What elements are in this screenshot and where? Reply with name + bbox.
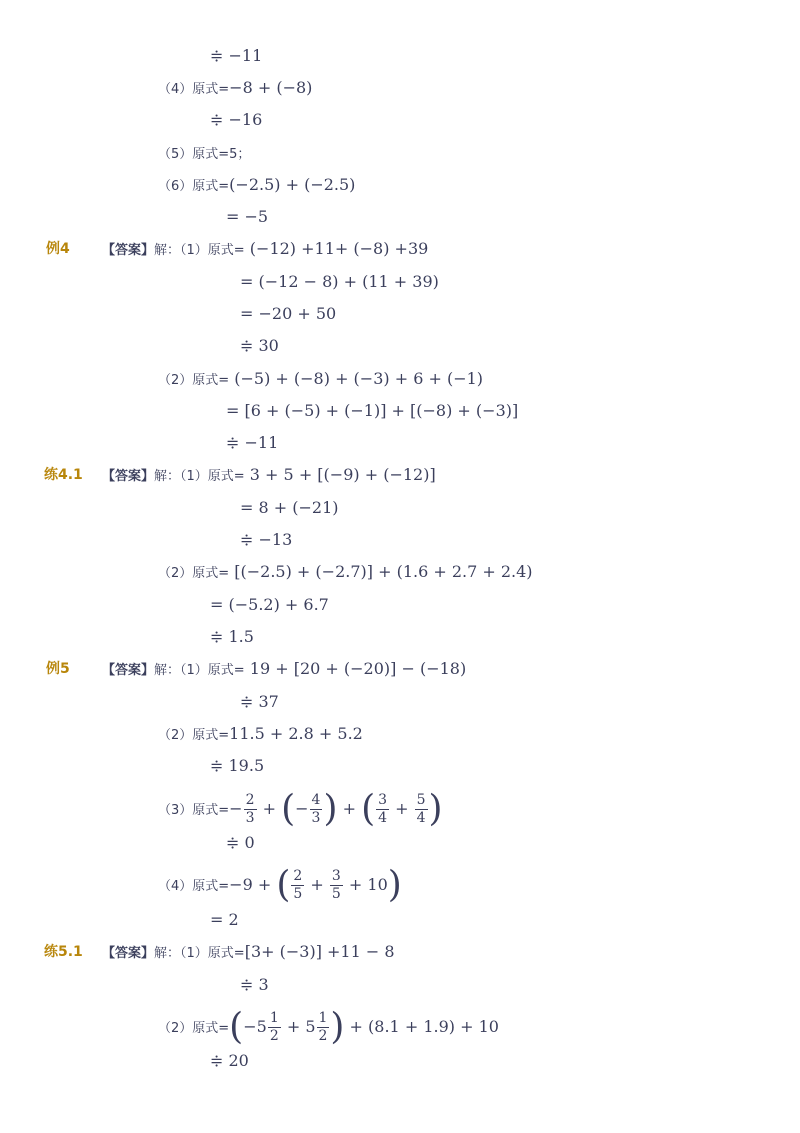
- answer-marker: 【答案】: [102, 243, 155, 258]
- step-expression: (−2.5) + (−2.5): [229, 175, 356, 194]
- practice-tag: 练5.1: [44, 944, 83, 960]
- step-expression: (−5) + (−8) + (−3) + 6 + (−1): [229, 369, 484, 388]
- fraction: [291, 868, 304, 903]
- fraction: [330, 868, 343, 903]
- fraction: [317, 1010, 330, 1045]
- step-label: （4）原式=: [158, 82, 230, 97]
- step-line: ≑ 20: [210, 1051, 249, 1070]
- example-tag: 例5: [46, 661, 70, 677]
- answer-marker: 【答案】: [102, 663, 155, 678]
- step-line: [158, 719, 363, 749]
- numerator: 1: [269, 1010, 279, 1026]
- step-line: ≑ −11: [210, 46, 263, 65]
- step-line: = −5: [226, 207, 269, 226]
- step-line: ≑ 3: [240, 975, 269, 994]
- step-label: （1）原式=: [180, 469, 245, 484]
- step-line: = (−5.2) + 6.7: [210, 595, 329, 614]
- denominator: 2: [269, 1028, 279, 1044]
- minus-sign: −: [295, 799, 309, 818]
- step-line: ≑ −16: [210, 110, 263, 129]
- step-line: ≑ 37: [240, 692, 279, 711]
- operator: +: [337, 799, 362, 818]
- fraction: [268, 1010, 281, 1045]
- right-paren: ): [330, 1006, 345, 1048]
- answer-line: [102, 234, 428, 264]
- right-paren: ): [387, 864, 402, 906]
- step-expression: 11.5 + 2.8 + 5.2: [229, 724, 363, 743]
- numerator: 4: [311, 792, 321, 808]
- step-label: （5）原式=5；: [158, 147, 251, 162]
- fraction: [415, 792, 428, 827]
- expression-part: + (8.1 + 1.9) + 10: [344, 1017, 499, 1036]
- left-paren: (: [276, 864, 291, 906]
- step-line: [158, 138, 250, 168]
- step-expression: [229, 1006, 499, 1048]
- step-label: （2）原式=: [158, 1021, 230, 1036]
- denominator: 3: [245, 810, 255, 826]
- left-paren: (: [361, 788, 376, 830]
- expression-part: −9 +: [229, 875, 277, 894]
- step-expression: [3+ (−3)] +11 − 8: [244, 942, 395, 961]
- minus-sign: −: [229, 799, 243, 818]
- step-expression: 3 + 5 + [(−9) + (−12)]: [244, 465, 436, 484]
- operator: +: [390, 799, 414, 818]
- step-line: ≑ 30: [240, 336, 279, 355]
- answer-line: [102, 937, 395, 967]
- step-label: （2）原式=: [158, 728, 230, 743]
- step-line: = (−12 − 8) + (11 + 39): [240, 272, 439, 291]
- numerator: 5: [416, 792, 426, 808]
- step-label: （2）原式=: [158, 566, 230, 581]
- step-label: （1）原式=: [180, 663, 245, 678]
- right-paren: ): [323, 788, 338, 830]
- solution-marker: 解：: [154, 663, 181, 678]
- step-line: [158, 1004, 499, 1050]
- step-line: [158, 557, 533, 587]
- answer-marker: 【答案】: [102, 946, 155, 961]
- step-line: ≑ −11: [226, 433, 279, 452]
- step-expression: [229, 864, 402, 906]
- step-line: = [6 + (−5) + (−1)] + [(−8) + (−3)]: [226, 401, 519, 420]
- answer-line: [102, 654, 466, 684]
- answer-marker: 【答案】: [102, 469, 155, 484]
- denominator: 4: [416, 810, 426, 826]
- step-line: [158, 786, 443, 832]
- step-line: = −20 + 50: [240, 304, 337, 323]
- step-line: [158, 364, 483, 394]
- step-label: （4）原式=: [158, 879, 230, 894]
- left-paren: (: [229, 1006, 244, 1048]
- denominator: 2: [318, 1028, 328, 1044]
- denominator: 5: [331, 886, 341, 902]
- right-paren: ): [428, 788, 443, 830]
- step-line: ≑ 19.5: [210, 756, 265, 775]
- denominator: 3: [311, 810, 321, 826]
- numerator: 3: [378, 792, 388, 808]
- numerator: 2: [293, 868, 303, 884]
- step-line: ≑ −13: [240, 530, 293, 549]
- fraction: [244, 792, 257, 827]
- step-expression: 19 + [20 + (−20)] − (−18): [244, 659, 467, 678]
- step-line: ≑ 0: [226, 833, 255, 852]
- numerator: 1: [318, 1010, 328, 1026]
- step-expression: −8 + (−8): [229, 78, 313, 97]
- operator: +: [305, 875, 329, 894]
- step-label: （3）原式=: [158, 803, 230, 818]
- step-expression: [(−2.5) + (−2.7)] + (1.6 + 2.7 + 2.4): [229, 562, 533, 581]
- operator: +: [257, 799, 282, 818]
- example-tag: 例4: [46, 241, 70, 257]
- step-line: = 8 + (−21): [240, 498, 339, 517]
- denominator: 4: [378, 810, 388, 826]
- step-line: = 2: [210, 910, 239, 929]
- numerator: 2: [245, 792, 255, 808]
- practice-tag: 练4.1: [44, 467, 83, 483]
- solution-marker: 解：: [154, 243, 181, 258]
- solution-marker: 解：: [154, 946, 181, 961]
- step-expression: [229, 788, 443, 830]
- step-line: [158, 862, 402, 908]
- denominator: 5: [293, 886, 303, 902]
- step-label: （1）原式=: [180, 243, 245, 258]
- numerator: 3: [331, 868, 341, 884]
- expression-part: + 10: [343, 875, 388, 894]
- solution-marker: 解：: [154, 469, 181, 484]
- step-line: [158, 73, 312, 103]
- step-expression: (−12) +11+ (−8) +39: [244, 239, 429, 258]
- step-line: ≑ 1.5: [210, 627, 254, 646]
- step-line: [158, 170, 355, 200]
- expression-part: + 5: [281, 1017, 316, 1036]
- step-label: （6）原式=: [158, 179, 230, 194]
- step-label: （2）原式=: [158, 373, 230, 388]
- fraction: [310, 792, 323, 827]
- expression-part: −5: [243, 1017, 267, 1036]
- left-paren: (: [281, 788, 296, 830]
- answer-line: [102, 460, 436, 490]
- step-label: （1）原式=: [180, 946, 245, 961]
- fraction: [376, 792, 389, 827]
